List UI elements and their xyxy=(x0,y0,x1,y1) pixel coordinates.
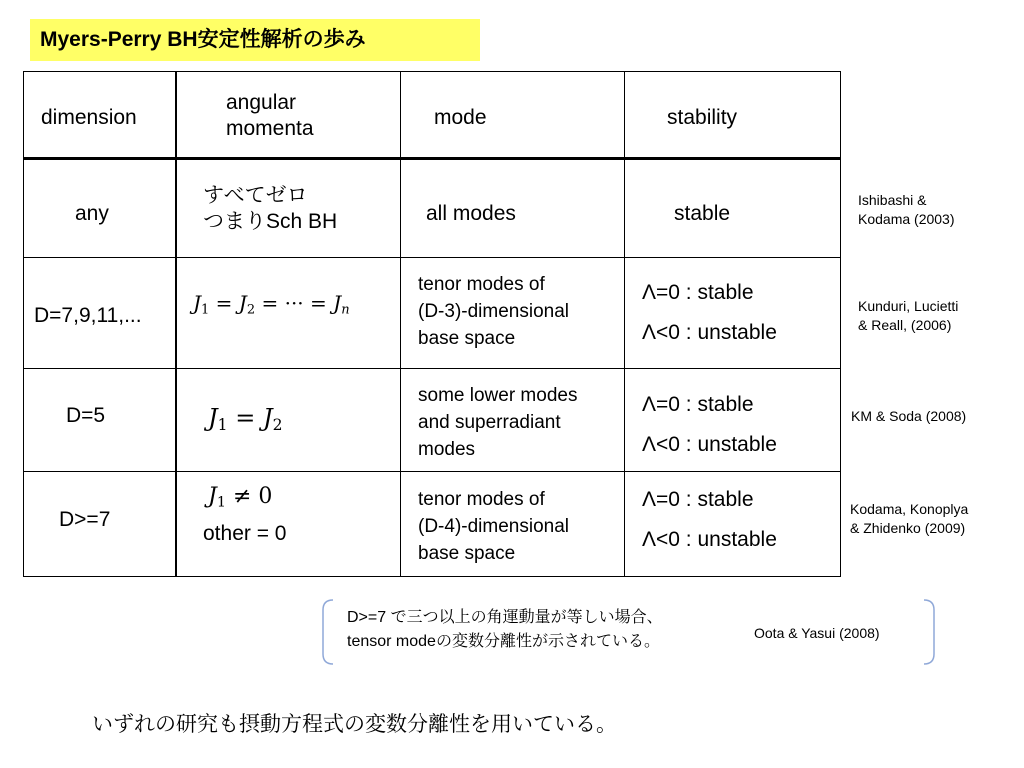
row2-mode xyxy=(418,271,569,352)
row1-momenta-line1: すべてゼロ xyxy=(203,184,308,207)
row4-mode xyxy=(418,486,569,567)
row4-mode-line2: (D-4)-dimensional xyxy=(418,516,569,537)
row4-momenta-equation: $J_1 \ne 0$ xyxy=(208,484,273,511)
row1-momenta-line2: つまりSch BH xyxy=(203,210,338,233)
table-border-bottom xyxy=(23,576,841,577)
row4-stability-line2: Λ<0 : unstable xyxy=(642,528,777,551)
row3-mode-line3: modes xyxy=(418,439,476,460)
bracket-left xyxy=(317,598,337,666)
note-line2: tensor modeの変数分離性が示されている。 xyxy=(347,633,660,650)
row3-mode xyxy=(418,382,577,463)
ref-kodama-konoplya-zhidenko: Kodama, Konoplya & Zhidenko (2009) xyxy=(850,501,969,536)
header-dimension: dimension xyxy=(41,106,137,129)
row4-stability-line1: Λ=0 : stable xyxy=(642,488,754,511)
row4-stability xyxy=(642,480,777,560)
row-divider xyxy=(23,368,841,369)
row4-mode-line1: tenor modes of xyxy=(418,489,545,510)
row1-momenta xyxy=(203,183,337,235)
column-divider xyxy=(624,71,625,577)
row4-mode-line3: base space xyxy=(418,543,516,564)
header-angular-line1: angular xyxy=(226,91,297,114)
ref-oota-yasui: Oota & Yasui (2008) xyxy=(754,625,880,641)
table-border-top xyxy=(23,71,841,72)
row-divider xyxy=(23,257,841,258)
row1-dimension: any xyxy=(75,202,109,225)
table-border-left xyxy=(23,71,24,577)
bottom-summary: いずれの研究も摂動方程式の変数分離性を用いている。 xyxy=(92,713,617,736)
row2-mode-line1: tenor modes of xyxy=(418,274,545,295)
row3-mode-line2: and superradiant xyxy=(418,412,561,433)
note-line1: D>=7 で三つ以上の角運動量が等しい場合、 xyxy=(347,609,663,626)
row2-momenta-equation: $J_1 = J_2$ = ··· = $J_n$ xyxy=(193,291,350,318)
bracket-right xyxy=(920,598,940,666)
row3-stability xyxy=(642,385,777,465)
header-angular-momenta xyxy=(226,90,314,142)
header-angular-line2: momenta xyxy=(226,117,314,140)
row1-mode: all modes xyxy=(426,202,516,225)
row2-stability xyxy=(642,273,777,353)
row4-dimension: D>=7 xyxy=(59,508,111,531)
note-text xyxy=(347,606,663,654)
row4-momenta-other: other = 0 xyxy=(203,522,287,545)
row-divider xyxy=(23,471,841,472)
row2-mode-line2: (D-3)-dimensional xyxy=(418,301,569,322)
header-stability: stability xyxy=(667,106,738,129)
row3-dimension: D=5 xyxy=(66,404,106,427)
column-divider xyxy=(400,71,401,577)
row2-dimension: D=7,9,11,... xyxy=(34,304,142,327)
row3-stability-line2: Λ<0 : unstable xyxy=(642,433,777,456)
row1-stability: stable xyxy=(674,202,731,225)
page-title: Myers-Perry BH安定性解析の歩み xyxy=(30,19,480,61)
row2-stability-line1: Λ=0 : stable xyxy=(642,281,754,304)
row3-momenta-equation: $J_1 = J_2$ xyxy=(208,404,283,434)
row3-stability-line1: Λ=0 : stable xyxy=(642,393,754,416)
ref-kunduri-lucietti-reall: Kunduri, Lucietti & Reall, (2006) xyxy=(858,298,959,333)
row3-mode-line1: some lower modes xyxy=(418,385,578,406)
ref-km-soda: KM & Soda (2008) xyxy=(851,408,967,424)
ref-ishibashi-kodama: Ishibashi & Kodama (2003) xyxy=(858,192,955,227)
row2-mode-line3: base space xyxy=(418,328,516,349)
stability-table xyxy=(23,71,841,577)
header-divider xyxy=(23,157,841,160)
header-mode: mode xyxy=(434,106,487,129)
table-border-right xyxy=(840,71,841,577)
row2-stability-line2: Λ<0 : unstable xyxy=(642,321,777,344)
column-divider-thick xyxy=(175,71,177,577)
